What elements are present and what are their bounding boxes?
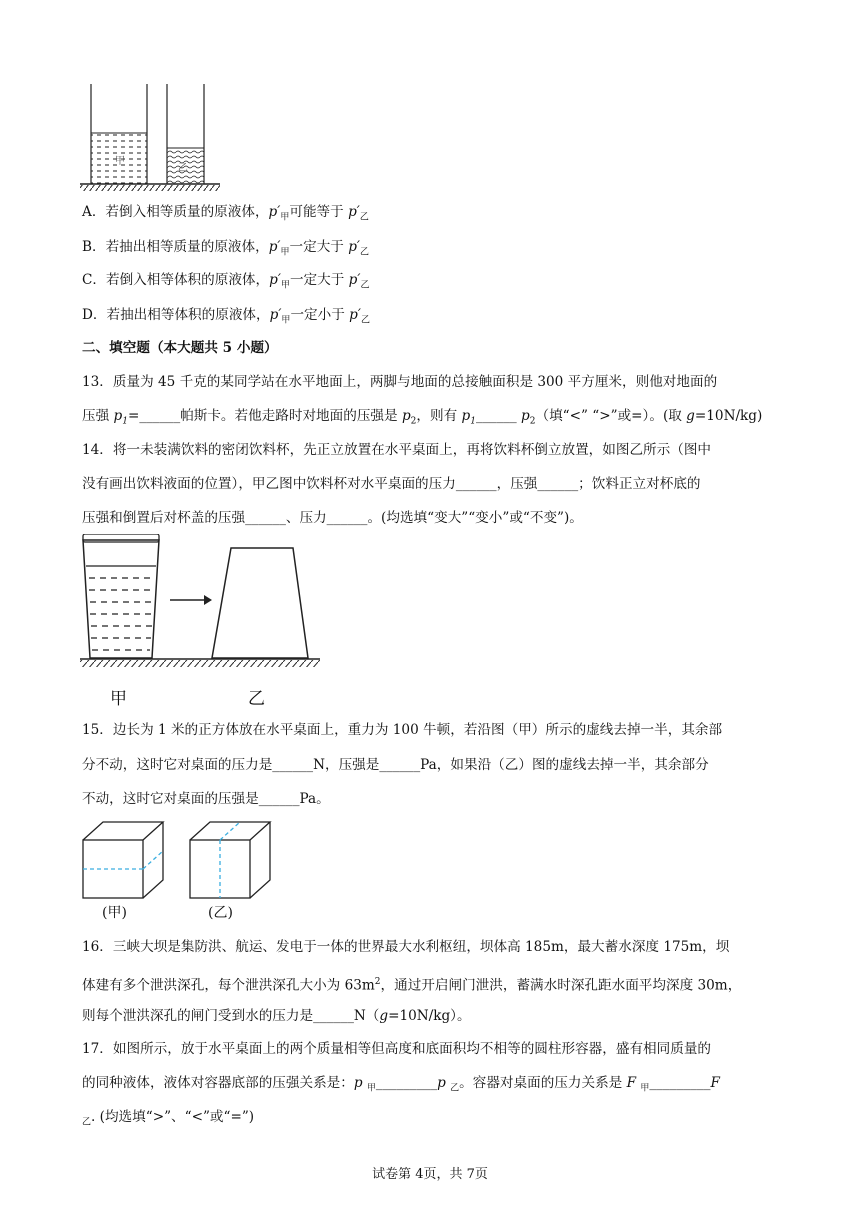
q16-line1: 16．三峡大坝是集防洪、航运、发电于一体的世界最大水利枢纽，坝体高 185m，最大蓄水深度 175m，坝 (82, 939, 730, 955)
q12-containers-figure (80, 84, 220, 192)
q14-label-jia: 甲 (110, 689, 127, 709)
q15-line3: 不动，这时它对桌面的压强是______Pa。 (82, 791, 330, 807)
q13-line1: 13．质量为 45 千克的某同学站在水平地面上，两脚与地面的总接触面积是 300 平方厘米，则他对地面的 (82, 374, 718, 390)
q16-line2: 体建有多个泄洪深孔，每个泄洪深孔大小为 $63m^2$，通过开启闸门泄洪，蓄满水时深孔距水面平均深度 30m， (82, 977, 742, 994)
q15-label-yi: (乙) (208, 905, 233, 921)
q12-option-c: C．若倒入相等体积的原液体，$p'_甲$一定大于 $p'_乙$ (82, 272, 370, 291)
q17-line1: 17．如图所示，放于水平桌面上的两个质量相等但高度和底面积均不相等的圆柱形容器，盛有相同质量的 (82, 1041, 712, 1057)
q13-line2: 压强 $p_1=\_\_\_\_\_\_$帕斯卡。若他走路时对地面的压强是 $p_2$，则有 $p_1\_\_\_\_\_\_$ $p_2$（填“<” “>”或=）。(取 g=10N/kg) (82, 408, 763, 427)
q14-line1: 14．将一未装满饮料的密闭饮料杯，先正立放置在水平桌面上，再将饮料杯倒立放置，如图乙所示（图中 (82, 442, 712, 458)
q15-cubes-figure (80, 818, 280, 900)
q16-line3: 则每个泄洪深孔的闸门受到水的压力是______N（g=10N/kg）。 (82, 1008, 471, 1024)
q14-label-yi: 乙 (248, 689, 265, 709)
q15-line1: 15．边长为 1 米的正方体放在水平桌面上，重力为 100 牛顿，若沿图（甲）所示的虚线去掉一半，其余部 (82, 722, 723, 738)
q12-option-b: B．若抽出相等质量的原液体，$p'_甲$一定大于 $p'_乙$ (82, 239, 370, 258)
q14-line2: 没有画出饮料液面的位置），甲乙图中饮料杯对水平桌面的压力______，压强______；饮料正立对杯底的 (82, 476, 701, 492)
q14-cups-figure (80, 534, 324, 674)
q12-option-d: D．若抽出相等体积的原液体，$p'_甲$一定小于 $p'_乙$ (82, 307, 370, 326)
q15-label-jia: (甲) (102, 905, 127, 921)
q12-label-jia: 甲 (115, 156, 125, 167)
q15-line2: 分不动，这时它对桌面的压力是______N，压强是______Pa，如果沿（乙）图的虚线去掉一半，其余部分 (82, 757, 709, 773)
q14-line3: 压强和倒置后对杯盖的压强______、压力______。(均选填“变大”“变小”或“不变”)。 (82, 510, 583, 526)
q12-label-yi: 乙 (178, 163, 188, 174)
q12-option-a: A．若倒入相等质量的原液体，$p'_甲$可能等于 $p'_乙$ (82, 204, 369, 223)
page-footer: 试卷第 4页，共 7页 (372, 1167, 488, 1182)
q17-line2: 的同种液体，液体对容器底部的压强关系是：p $_甲$_________p $_乙$。容器对桌面的压力关系是 F $_甲$_________F (82, 1075, 720, 1094)
q17-line3: $_乙$. (均选填“>”、“<”或“=”) (82, 1109, 255, 1128)
section-heading: 二、填空题（本大题共 5 小题） (82, 340, 278, 356)
